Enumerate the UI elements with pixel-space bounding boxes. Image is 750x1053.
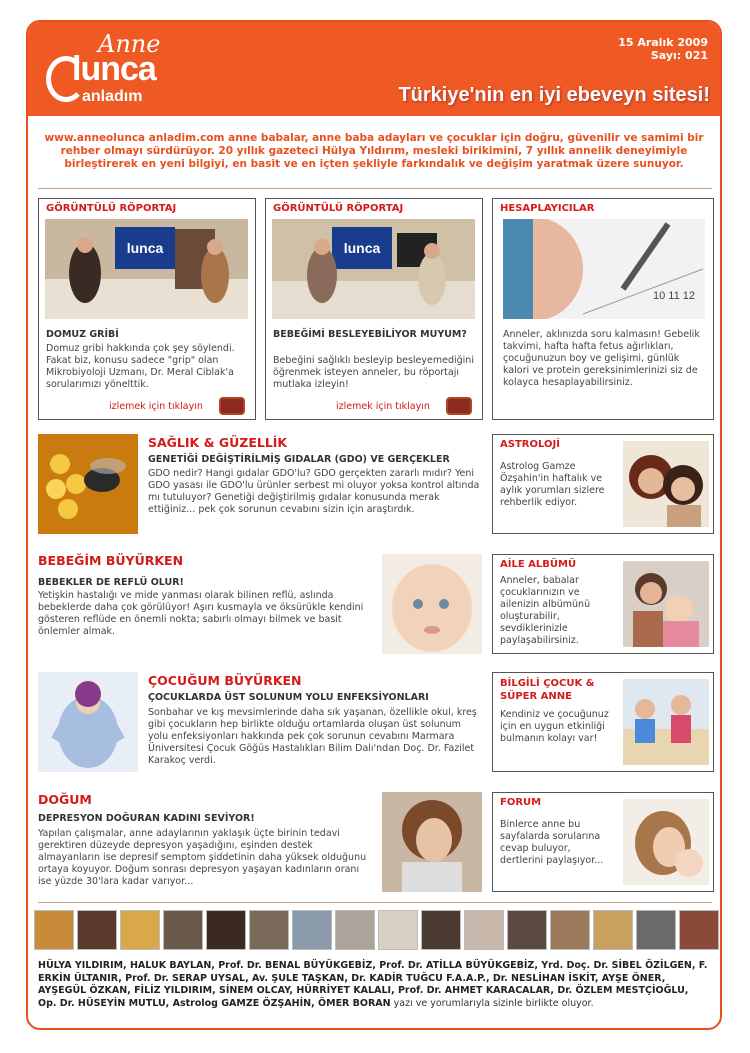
baby-subtitle[interactable]: BEBEKLER DE REFLÜ OLUR! bbox=[38, 577, 184, 588]
intro-text: www.anneolunca anladim.com anne babalar, anne baba adayları ve çocuklar için doğru, güvenilir ve samimi bir rehber olmayı sürdürüyor. 20 yıllık gazeteci Hülya Yıldırım, mesleki birikimini, 7 yıllık annelik deneyimiyle birleştirerek en yeni bilgiyi, en basit ve en içten şekliyle farkındalık ve değişim yaratmak üzere sunuyor. bbox=[44, 132, 704, 170]
contributors-text bbox=[38, 960, 710, 1010]
watch-link[interactable]: izlemek için tıklayın bbox=[109, 401, 203, 412]
interview-box-2[interactable] bbox=[265, 198, 483, 420]
album-title[interactable]: AİLE ALBÜMÜ bbox=[500, 559, 577, 570]
album-text: Anneler, babalar çocuklarınızın ve ailenizin albümünü oluşturabilir, sevdiklerinizle paylaşabilirsiniz. bbox=[500, 575, 591, 646]
forum-title[interactable]: FORUM bbox=[500, 797, 542, 808]
svg-text:lunca: lunca bbox=[343, 240, 381, 256]
site-logo[interactable] bbox=[42, 30, 192, 110]
astrology-photo[interactable] bbox=[623, 441, 709, 527]
health-text: GDO nedir? Hangi gıdalar GDO'lu? GDO gerçekten zararlı mıdır? Yeni GDO yasası ile GDO'lu ürünler serbest mi oluyor yoksa kontrol altında mı tutuluyor? Genetiği değiştirilmiş gıdalar konusunda merak ettiğiniz... pek çok sorunun cevabını sizin için araştırdık. bbox=[148, 468, 480, 515]
avatar[interactable] bbox=[249, 910, 289, 950]
contributor-names: HÜLYA YILDIRIM, HALUK BAYLAN, Prof. Dr. BENAL BÜYÜKGEBİZ, Prof. Dr. ATİLLA BÜYÜKGEBİZ, Yrd. Doç. Dr. SİBEL ÖZİLGEN, F. ERKİN ÜLTANIR, Prof. Dr. SERAP UYSAL, Av. ŞULE TAŞKAN, Dr. KADİR TUĞCU F.A.A.P., Dr. NESLİHAN İSKİT, AYŞE ÖNER, AYŞEGÜL ÖZKAN, FİLİZ YILDIRIM, SİNEM OLCAY, HÜRRİYET KALALI, Prof. Dr. AHMET KARACALAR, Dr. ÖZLEM MESTÇİOĞLU, Op. Dr. HÜSEYİN MUTLU, Astrolog GAMZE ÖZŞAHİN, ÖMER BORAN bbox=[38, 960, 708, 1009]
calculators-box[interactable] bbox=[492, 198, 714, 420]
issue-date bbox=[618, 36, 708, 62]
avatar[interactable] bbox=[163, 910, 203, 950]
date-text: 15 Aralık 2009 bbox=[618, 36, 708, 49]
avatar[interactable] bbox=[421, 910, 461, 950]
astrology-text: Astrolog Gamze Özşahin'in haftalık ve aylık yorumları sizlere rehberlik ediyor. bbox=[500, 461, 605, 508]
contributor-photos bbox=[34, 910, 718, 954]
health-subtitle[interactable]: GENETİĞİ DEĞİŞTİRİLMİŞ GIDALAR (GDO) VE GERÇEKLER bbox=[148, 454, 450, 465]
smart-box[interactable] bbox=[492, 672, 714, 772]
issue-number: Sayı: 021 bbox=[650, 49, 708, 62]
divider bbox=[38, 902, 712, 903]
forum-photo[interactable] bbox=[623, 799, 709, 885]
interview-photo[interactable] bbox=[272, 219, 475, 319]
forum-box[interactable] bbox=[492, 792, 714, 892]
baby-photo[interactable] bbox=[382, 554, 482, 654]
avatar[interactable] bbox=[550, 910, 590, 950]
tv-icon[interactable] bbox=[446, 397, 472, 415]
baby-text: Yetişkin hastalığı ve mide yanması olarak bilinen reflü, aslında bebeklerde daha çok görülüyor! Aşırı kusmayla ve öksürükle kendini gösteren reflüde en önemli nokta; sabırlı olmayı bilmek ve basit önlemler almak. bbox=[38, 590, 364, 637]
svg-text:10 11 12: 10 11 12 bbox=[653, 290, 696, 302]
avatar[interactable] bbox=[464, 910, 504, 950]
interview-title[interactable]: DOMUZ GRİBİ bbox=[46, 329, 119, 340]
tagline: Türkiye'nin en iyi ebeveyn sitesi! bbox=[398, 84, 710, 106]
header bbox=[28, 22, 720, 136]
baby-title[interactable]: BEBEĞİM BÜYÜRKEN bbox=[38, 553, 184, 568]
astrology-title[interactable]: ASTROLOJİ bbox=[500, 439, 560, 450]
birth-photo[interactable] bbox=[382, 792, 482, 892]
album-box[interactable] bbox=[492, 554, 714, 654]
logo-lunca: lunca bbox=[72, 50, 156, 88]
child-photo[interactable] bbox=[38, 672, 138, 772]
smart-text: Kendiniz ve çocuğunuz için en uygun etkinliği bulmanın kolayı var! bbox=[500, 709, 609, 744]
watch-link[interactable]: izlemek için tıklayın bbox=[336, 401, 430, 412]
avatar[interactable] bbox=[292, 910, 332, 950]
avatar[interactable] bbox=[77, 910, 117, 950]
divider bbox=[38, 188, 712, 189]
logo-anladim: anladım bbox=[82, 88, 143, 105]
avatar[interactable] bbox=[206, 910, 246, 950]
interview-label: GÖRÜNTÜLÜ RÖPORTAJ bbox=[46, 203, 177, 214]
birth-text: Yapılan çalışmalar, anne adaylarının yaklaşık üçte birinin tedavi gerektiren düzeyde depresyon yaşadığını, eşinden destek almayanların ise depresif semptom şiddetinin daha yüksek olduğunu ortaya koyuyor. Doğum sonrası depresyon yaşayan kadınların oranı ise yüzde 30'lara kadar varıyor... bbox=[38, 828, 367, 887]
calculators-text: Anneler, aklınızda soru kalmasın! Gebelik takvimi, hafta hafta fetus ağırlıkları, çocuğunuzun boy ve gelişimi, günlük kalori ve protein gereksinimlerinizi siz de kolayca hesaplayabilirsiniz. bbox=[503, 329, 700, 388]
avatar[interactable] bbox=[507, 910, 547, 950]
album-photo[interactable] bbox=[623, 561, 709, 647]
smart-photo[interactable] bbox=[623, 679, 709, 765]
logo-anne: Anne bbox=[98, 30, 161, 58]
interview-text: Domuz gribi hakkında çok şey söylendi. Fakat biz, konusu sadece "grip" olan Mikrobiyoloji Uzmanı, Dr. Meral Ciblak'a sorularımızı yönelttik. bbox=[46, 343, 235, 390]
child-text: Sonbahar ve kış mevsimlerinde daha sık yaşanan, özellikle okul, kreş gibi çocukların hep birlikte olduğu ortamlarda oluşan üst solunum yolu enfeksiyonları hakkında pek çok sorunun cevabını Marmara Üniversitesi Çocuk Göğüs Hastalıkları Bilim Dalı'ndan Doç. Dr. Fazilet Karakoç verdi. bbox=[148, 707, 477, 766]
health-photo[interactable] bbox=[38, 434, 138, 534]
avatar[interactable] bbox=[120, 910, 160, 950]
calculators-label: HESAPLAYICILAR bbox=[500, 203, 595, 214]
health-title[interactable]: SAĞLIK & GÜZELLİK bbox=[148, 435, 288, 450]
tv-icon[interactable] bbox=[219, 397, 245, 415]
interview-label: GÖRÜNTÜLÜ RÖPORTAJ bbox=[273, 203, 404, 214]
avatar[interactable] bbox=[636, 910, 676, 950]
birth-title[interactable]: DOĞUM bbox=[38, 792, 92, 807]
forum-text: Binlerce anne bu sayfalarda sorularına cevap buluyor, dertlerini paylaşıyor... bbox=[500, 819, 604, 866]
avatar[interactable] bbox=[34, 910, 74, 950]
interview-photo[interactable] bbox=[45, 219, 248, 319]
astrology-box[interactable] bbox=[492, 434, 714, 534]
calculator-photo[interactable] bbox=[503, 219, 705, 319]
birth-subtitle[interactable]: DEPRESYON DOĞURAN KADINI SEVİYOR! bbox=[38, 813, 255, 824]
smart-title[interactable]: BİLGİLİ ÇOCUK & SÜPER ANNE bbox=[500, 678, 595, 702]
child-subtitle[interactable]: ÇOCUKLARDA ÜST SOLUNUM YOLU ENFEKSİYONLARI bbox=[148, 692, 429, 703]
interview-box-1[interactable] bbox=[38, 198, 256, 420]
contributors-suffix: yazı ve yorumlarıyla sizinle birlikte oluyor. bbox=[390, 997, 594, 1009]
child-title[interactable]: ÇOCUĞUM BÜYÜRKEN bbox=[148, 673, 302, 688]
avatar[interactable] bbox=[378, 910, 418, 950]
avatar[interactable] bbox=[335, 910, 375, 950]
avatar[interactable] bbox=[679, 910, 719, 950]
avatar[interactable] bbox=[593, 910, 633, 950]
svg-text:lunca: lunca bbox=[126, 240, 164, 256]
interview-title[interactable]: BEBEĞİMİ BESLEYEBİLİYOR MUYUM? bbox=[273, 329, 467, 340]
page-frame bbox=[26, 20, 722, 1030]
interview-text: Bebeğini sağlıklı besleyip besleyemediğini öğrenmek isteyen anneler, bu röportajı mutlaka izleyin! bbox=[273, 355, 474, 390]
